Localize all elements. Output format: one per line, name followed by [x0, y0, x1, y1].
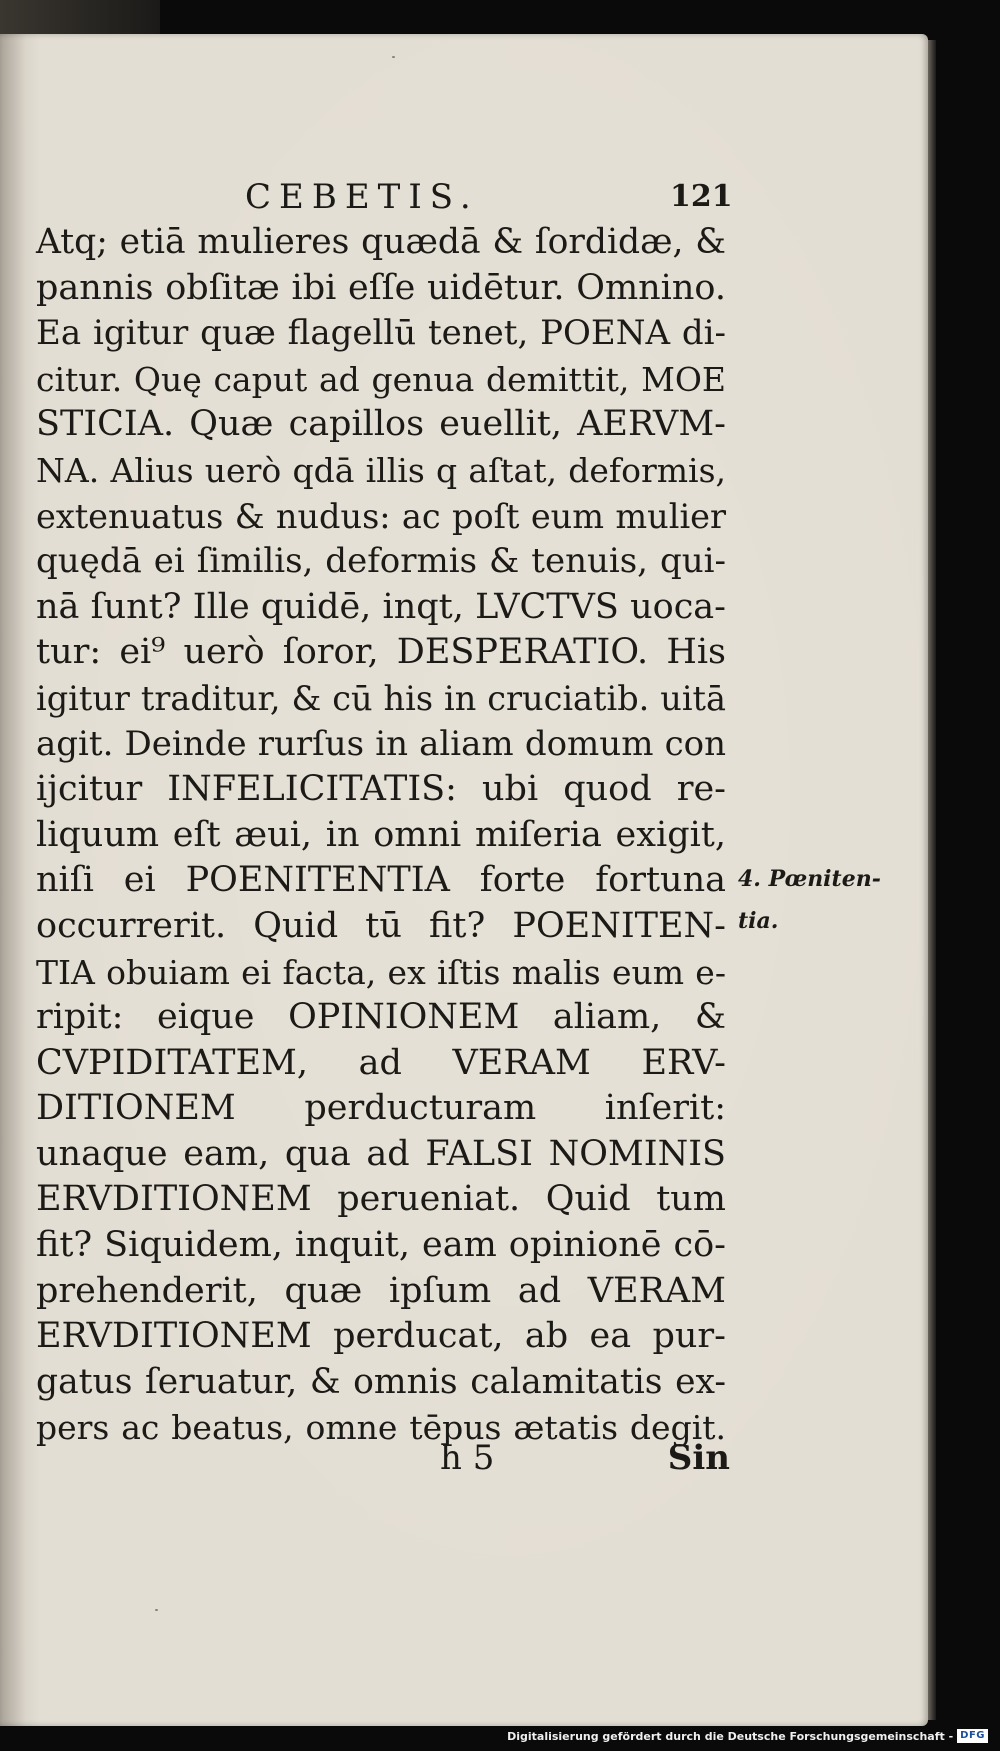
text-line: unaque eam, qua ad FALSI NOMINIS — [36, 1133, 726, 1174]
page-edge — [928, 40, 936, 1720]
text-line: igitur traditur, & cū his in cruciatib. uitā — [36, 678, 726, 718]
running-head: CEBETIS. — [245, 177, 479, 217]
page-header — [0, 172, 928, 222]
dfg-logo-icon: DFG — [957, 1729, 988, 1743]
text-line: pannis obſitæ ibi eſſe uidētur. Omnino. — [36, 267, 726, 308]
text-line: fit? Siquidem, inquit, eam opinionē cō- — [36, 1225, 726, 1266]
text-line: TIA obuiam ei facta, ex iſtis malis eum e- — [36, 952, 726, 992]
catchword: Sin — [667, 1438, 730, 1478]
text-line: quędā ei ſimilis, deformis & tenuis, qui- — [36, 541, 726, 582]
text-line: CVPIDITATEM, ad VERAM ERV- — [36, 1042, 726, 1083]
text-line: NA. Alius uerò qdā illis q aſtat, deformis, — [36, 450, 726, 490]
text-line: citur. Quę caput ad genua demittit, MOE — [36, 359, 726, 399]
signature-line — [440, 1434, 730, 1482]
page-number: 121 — [670, 179, 733, 214]
text-line: STICIA. Quæ capillos euellit, AERVM- — [36, 404, 726, 445]
marginal-note-line: 4. Pœniten- — [738, 866, 881, 892]
text-line: Atq; etiā mulieres quædā & ſordidæ, & — [36, 222, 726, 262]
text-line: prehenderit, quæ ipſum ad VERAM — [36, 1270, 726, 1311]
paper-speck — [155, 1609, 158, 1611]
main-text — [36, 220, 726, 1451]
text-line: liquum eſt æui, in omni miſeria exigit, — [36, 814, 726, 855]
text-line: gatus ſeruatur, & omnis calamitatis ex- — [36, 1361, 726, 1402]
binding-strip — [0, 0, 160, 34]
text-line: pers ac beatus, omne tēpus ætatis degit. — [36, 1408, 726, 1448]
text-line: Ea igitur quæ flagellū tenet, POENA di- — [36, 313, 726, 354]
text-line: ripit: eique OPINIONEM aliam, & — [36, 997, 726, 1038]
text-line: occurrerit. Quid tū fit? POENITEN- — [36, 905, 726, 946]
text-line: ijcitur INFELICITATIS: ubi quod re- — [36, 769, 726, 810]
text-line: agit. Deinde rurſus in aliam domum con — [36, 723, 726, 764]
signature-mark: h 5 — [440, 1438, 495, 1478]
text-line: extenuatus & nudus: ac poſt eum mulier — [36, 496, 726, 536]
text-line: ERVDITIONEM perducat, ab ea pur- — [36, 1316, 726, 1357]
marginal-note-line: tia. — [738, 908, 779, 934]
digitization-banner — [507, 1727, 988, 1745]
text-line: ERVDITIONEM perueniat. Quid tum — [36, 1179, 726, 1220]
text-line: niſi ei POENITENTIA forte fortuna — [36, 860, 726, 901]
book-page — [0, 34, 928, 1726]
funding-notice: Digitalisierung gefördert durch die Deutsche Forschungsgemeinschaft - — [507, 1729, 954, 1743]
text-line: tur: ei⁹ uerò ſoror, DESPERATIO. His — [36, 632, 726, 673]
paper-speck — [392, 56, 395, 58]
marginal-note — [738, 858, 888, 942]
text-line: DITIONEM perducturam inſerit: — [36, 1088, 726, 1129]
text-line: nā ſunt? Ille quidē, inqt, LVCTVS uoca- — [36, 586, 726, 627]
